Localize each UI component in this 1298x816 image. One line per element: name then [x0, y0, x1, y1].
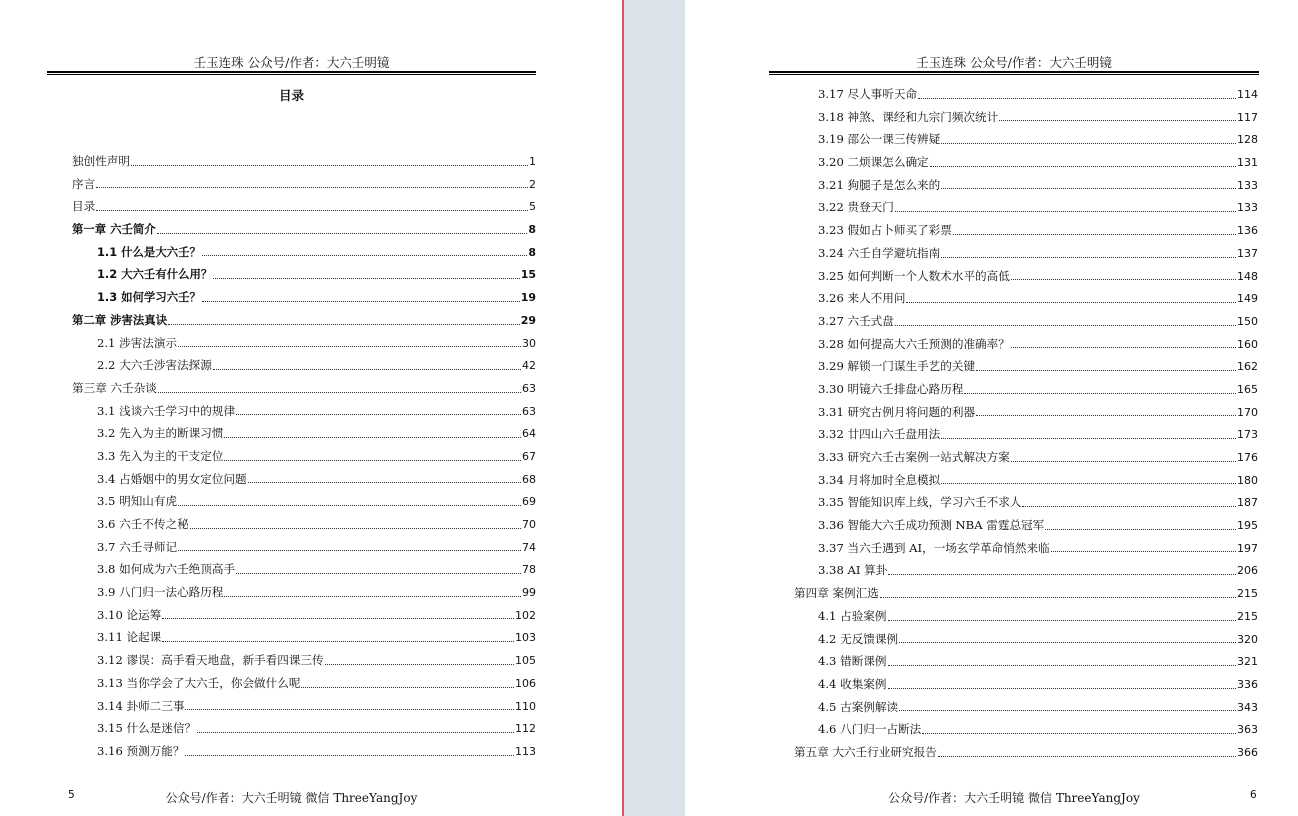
- toc-leader-dots: [236, 572, 521, 574]
- toc-entry[interactable]: [72, 150, 536, 173]
- toc-leader-dots: [162, 617, 514, 619]
- toc-entry[interactable]: [794, 128, 1258, 151]
- toc-entry-label: 3.18 神煞、课经和九宗门频次统计: [818, 109, 999, 124]
- toc-entry-page: 133: [1237, 201, 1258, 215]
- toc-entry[interactable]: [794, 469, 1258, 492]
- toc-leader-dots: [941, 482, 1236, 484]
- toc-entry-page: 102: [515, 608, 536, 622]
- toc-entry-page: 137: [1237, 246, 1258, 260]
- toc-leader-dots: [880, 596, 1236, 598]
- toc-entry[interactable]: [72, 377, 536, 400]
- toc-entry[interactable]: [794, 265, 1258, 288]
- toc-entry[interactable]: [794, 174, 1258, 197]
- toc-entry-page: 320: [1237, 632, 1258, 646]
- toc-leader-dots: [178, 504, 521, 506]
- toc-entry-page: 336: [1237, 677, 1258, 691]
- toc-entry[interactable]: [72, 468, 536, 491]
- toc-entry-page: 117: [1237, 110, 1258, 124]
- toc-leader-dots: [941, 437, 1236, 439]
- toc-entry-label: 3.25 如何判断一个人数术水平的高低: [818, 268, 1010, 283]
- toc-entry[interactable]: [72, 445, 536, 468]
- toc-entry-page: 19: [520, 291, 536, 305]
- toc-entry-label: 3.2 先入为主的断课习惯: [97, 426, 224, 441]
- toc-entry[interactable]: [794, 333, 1258, 356]
- toc-entry-page: 8: [528, 245, 536, 259]
- toc-entry-page: 321: [1237, 655, 1258, 669]
- toc-leader-dots: [941, 256, 1236, 258]
- toc-entry-page: 149: [1237, 292, 1258, 306]
- toc-entry-label: 第一章 六壬简介: [72, 222, 156, 237]
- toc-entry[interactable]: [794, 650, 1258, 673]
- toc-entry[interactable]: [72, 649, 536, 672]
- toc-leader-dots: [976, 414, 1236, 416]
- toc-entry-page: 68: [522, 472, 536, 486]
- toc-leader-dots: [918, 97, 1236, 99]
- toc-leader-dots: [888, 573, 1236, 575]
- toc-leader-dots: [941, 187, 1236, 189]
- toc-leader-dots: [930, 165, 1236, 167]
- toc-entry-page: 195: [1237, 519, 1258, 533]
- toc-entry-label: 3.4 占婚姻中的男女定位问题: [97, 471, 247, 486]
- toc-entry-page: 131: [1237, 156, 1258, 170]
- toc-leader-dots: [976, 369, 1236, 371]
- toc-entry-page: 363: [1237, 723, 1258, 737]
- toc-entry-label: 1.3 如何学习六壬？: [97, 290, 201, 305]
- toc-entry-page: 173: [1237, 428, 1258, 442]
- toc-entry-page: 8: [528, 223, 536, 237]
- toc-leader-dots: [922, 732, 1236, 734]
- toc-entry-page: 215: [1237, 609, 1258, 623]
- toc-leader-dots: [168, 323, 520, 325]
- toc-leader-dots: [96, 186, 528, 188]
- toc-entry-label: 3.24 六壬自学避坑指南: [818, 245, 941, 260]
- page-gutter: [622, 0, 685, 816]
- document-page-left: [0, 0, 622, 816]
- toc-entry-page: 70: [522, 518, 536, 531]
- toc-leader-dots: [236, 413, 521, 415]
- toc-leader-dots: [224, 436, 521, 438]
- toc-entry[interactable]: [794, 310, 1258, 333]
- toc-entry-label: 3.20 二烦课怎么确定: [818, 155, 929, 170]
- toc-entry-page: 215: [1237, 587, 1258, 601]
- toc-entry[interactable]: [72, 286, 536, 309]
- toc-entry[interactable]: [794, 287, 1258, 310]
- toc-entry-label: 3.37 当六壬遇到 AI，一场玄学革命悄然来临: [818, 540, 1050, 555]
- toc-leader-dots: [224, 459, 521, 461]
- toc-entry-label: 4.1 占验案例: [818, 608, 887, 623]
- toc-leader-dots: [953, 233, 1236, 235]
- toc-leader-dots: [938, 755, 1236, 757]
- toc-entry-page: 105: [515, 654, 536, 668]
- toc-entry[interactable]: [794, 219, 1258, 242]
- toc-entry-page: 103: [515, 631, 536, 645]
- toc-entry[interactable]: [794, 537, 1258, 560]
- toc-entry-label: 3.3 先入为主的干支定位: [97, 448, 224, 463]
- toc-leader-dots: [185, 754, 514, 756]
- toc-entry-page: 110: [515, 699, 536, 713]
- toc-entry-page: 136: [1237, 224, 1258, 238]
- toc-entry-page: 162: [1237, 360, 1258, 374]
- toc-entry-label: 1.1 什么是大六壬？: [97, 244, 201, 259]
- toc-entry-page: 99: [522, 586, 536, 600]
- header-rule: [47, 71, 536, 75]
- toc-entry-label: 4.4 收集案例: [818, 676, 887, 691]
- toc-entry-page: 1: [529, 155, 536, 168]
- toc-leader-dots: [888, 687, 1237, 689]
- toc-entry-label: 3.13 当你学会了大六壬，你会做什么呢: [97, 675, 301, 690]
- running-footer: 公众号/作者：大六壬明镜 微信 ThreeYangJoy: [888, 791, 1140, 805]
- toc-leader-dots: [964, 392, 1236, 394]
- toc-entry-page: 113: [515, 744, 536, 758]
- toc-entry[interactable]: [794, 378, 1258, 401]
- toc-entry-page: 2: [529, 177, 536, 191]
- toc-entry-label: 1.2 大六壬有什么用？: [97, 267, 213, 282]
- running-footer: 公众号/作者：大六壬明镜 微信 ThreeYangJoy: [165, 791, 418, 805]
- toc-list: [72, 150, 536, 763]
- toc-entry[interactable]: [72, 717, 536, 740]
- toc-entry[interactable]: [72, 490, 536, 513]
- toc-entry-label: 第四章 案例汇选: [794, 586, 879, 601]
- toc-leader-dots: [178, 345, 521, 347]
- toc-leader-dots: [190, 527, 521, 529]
- toc-entry[interactable]: [72, 218, 536, 241]
- toc-entry[interactable]: [72, 309, 536, 332]
- toc-entry-page: 114: [1237, 88, 1258, 101]
- toc-entry[interactable]: [794, 446, 1258, 469]
- toc-entry[interactable]: [794, 582, 1258, 605]
- toc-entry[interactable]: [794, 514, 1258, 537]
- toc-entry-page: 63: [522, 381, 536, 395]
- toc-entry[interactable]: [72, 263, 536, 286]
- toc-entry[interactable]: [794, 196, 1258, 219]
- toc-entry-label: 3.7 六壬寻师记: [97, 539, 178, 554]
- toc-leader-dots: [899, 641, 1236, 643]
- toc-entry-label: 第三章 六壬杂谈: [72, 380, 157, 395]
- toc-entry-label: 3.17 尽人事听天命: [818, 87, 918, 101]
- toc-entry-label: 独创性声明: [72, 154, 130, 168]
- toc-entry[interactable]: [72, 626, 536, 649]
- toc-entry[interactable]: [72, 241, 536, 264]
- toc-entry[interactable]: [794, 559, 1258, 582]
- toc-leader-dots: [185, 708, 514, 710]
- toc-entry-label: 3.9 八门归一法心路历程: [97, 585, 224, 600]
- toc-entry[interactable]: [794, 242, 1258, 265]
- toc-leader-dots: [213, 368, 521, 370]
- toc-leader-dots: [941, 142, 1236, 144]
- toc-leader-dots: [301, 686, 514, 688]
- toc-entry-page: 176: [1237, 451, 1258, 464]
- toc-leader-dots: [1045, 528, 1236, 530]
- toc-entry-label: 3.36 智能大六壬成功预测 NBA 雷霆总冠军: [818, 518, 1045, 533]
- toc-entry[interactable]: [794, 423, 1258, 446]
- toc-leader-dots: [162, 640, 514, 642]
- toc-entry-label: 3.34 月将加时全息模拟: [818, 472, 941, 487]
- toc-entry-label: 3.31 研究古例月将问题的利器: [818, 404, 976, 419]
- toc-entry-label: 3.33 研究六壬古案例一站式解决方案: [818, 450, 1010, 464]
- toc-leader-dots: [178, 549, 521, 551]
- toc-leader-dots: [895, 210, 1236, 212]
- toc-entry[interactable]: [794, 151, 1258, 174]
- toc-entry-page: 150: [1237, 314, 1258, 328]
- toc-entry-label: 3.8 如何成为六壬绝顶高手: [97, 562, 236, 577]
- toc-entry-label: 3.22 贵登天门: [818, 200, 894, 215]
- toc-leader-dots: [325, 663, 514, 665]
- toc-entry[interactable]: [794, 628, 1258, 651]
- toc-entry-label: 3.29 解锁一门谋生手艺的关键: [818, 359, 976, 374]
- toc-entry-label: 3.15 什么是迷信？: [97, 721, 197, 736]
- toc-entry[interactable]: [72, 513, 536, 536]
- running-header: 壬玉连珠 公众号/作者：大六壬明镜: [916, 55, 1112, 70]
- toc-entry-label: 3.21 狗腿子是怎么来的: [818, 177, 941, 192]
- toc-entry[interactable]: [72, 400, 536, 423]
- toc-leader-dots: [202, 300, 520, 302]
- toc-entry-label: 4.3 错断课例: [818, 654, 887, 669]
- toc-leader-dots: [899, 709, 1236, 711]
- toc-entry-label: 3.26 来人不用问: [818, 291, 906, 306]
- toc-entry-page: 15: [520, 268, 536, 282]
- toc-leader-dots: [888, 664, 1237, 666]
- toc-entry-label: 3.23 假如占卜师买了彩票: [818, 223, 952, 238]
- toc-entry-page: 148: [1237, 269, 1258, 283]
- header-rule: [769, 71, 1259, 75]
- toc-entry-page: 160: [1237, 337, 1258, 351]
- toc-leader-dots: [1011, 278, 1236, 280]
- toc-entry-label: 第五章 大六壬行业研究报告: [794, 744, 937, 759]
- toc-leader-dots: [895, 324, 1236, 326]
- toc-entry-label: 3.19 邵公一课三传辨疑: [818, 132, 941, 147]
- toc-entry-page: 30: [522, 336, 536, 350]
- toc-entry-page: 63: [522, 404, 536, 418]
- toc-entry-label: 3.14 卦师二三事: [97, 698, 185, 713]
- toc-entry-label: 4.2 无反馈课例: [818, 631, 899, 646]
- toc-entry[interactable]: [794, 83, 1258, 106]
- toc-entry-label: 目录: [72, 199, 96, 214]
- toc-list: [794, 83, 1258, 764]
- toc-entry[interactable]: [72, 173, 536, 196]
- toc-entry-label: 3.35 智能知识库上线，学习六壬不求人: [818, 495, 1022, 510]
- toc-leader-dots: [1051, 550, 1236, 552]
- toc-entry[interactable]: [72, 332, 536, 355]
- toc-entry-page: 67: [522, 449, 536, 463]
- toc-entry-label: 3.27 六壬式盘: [818, 313, 894, 328]
- toc-entry-label: 序言: [72, 176, 96, 191]
- toc-entry-label: 3.12 谬误：高手看天地盘，新手看四课三传: [97, 653, 324, 668]
- toc-entry[interactable]: [794, 741, 1258, 764]
- toc-entry-page: 74: [522, 540, 536, 554]
- toc-entry-label: 4.5 古案例解读: [818, 699, 899, 714]
- toc-entry[interactable]: [72, 354, 536, 377]
- toc-leader-dots: [197, 731, 514, 733]
- document-page-right: [685, 0, 1298, 816]
- toc-title: 目录: [278, 88, 304, 103]
- toc-entry-page: 187: [1237, 496, 1258, 510]
- toc-leader-dots: [906, 301, 1236, 303]
- toc-entry[interactable]: [72, 581, 536, 604]
- toc-leader-dots: [213, 277, 519, 279]
- toc-entry[interactable]: [794, 106, 1258, 129]
- toc-entry-page: 165: [1237, 382, 1258, 396]
- page-edge-line: [622, 0, 624, 816]
- toc-entry[interactable]: [72, 672, 536, 695]
- toc-entry-page: 170: [1237, 405, 1258, 419]
- toc-entry[interactable]: [72, 695, 536, 718]
- toc-entry-label: 4.6 八门归一占断法: [818, 722, 922, 737]
- toc-entry[interactable]: [794, 355, 1258, 378]
- toc-entry[interactable]: [794, 718, 1258, 741]
- page-number: 5: [68, 789, 75, 801]
- toc-entry[interactable]: [72, 740, 536, 763]
- toc-leader-dots: [248, 481, 521, 483]
- toc-entry-label: 2.2 大六壬涉害法探源: [97, 358, 212, 373]
- toc-entry-page: 128: [1237, 133, 1258, 147]
- toc-entry-label: 3.30 明镜六壬排盘心路历程: [818, 381, 964, 396]
- toc-entry-page: 42: [522, 359, 536, 373]
- toc-entry-label: 3.16 预测万能？: [97, 743, 185, 758]
- toc-entry[interactable]: [794, 401, 1258, 424]
- toc-entry-page: 180: [1237, 473, 1258, 487]
- toc-entry-label: 第二章 涉害法真诀: [72, 312, 168, 327]
- toc-entry[interactable]: [794, 696, 1258, 719]
- toc-entry[interactable]: [72, 422, 536, 445]
- toc-leader-dots: [158, 391, 521, 393]
- toc-entry-page: 64: [522, 427, 536, 441]
- toc-leader-dots: [1011, 346, 1236, 348]
- toc-entry[interactable]: [72, 195, 536, 218]
- toc-entry-page: 29: [520, 313, 536, 327]
- toc-entry-label: 2.1 涉害法演示: [97, 335, 178, 350]
- toc-leader-dots: [224, 595, 521, 597]
- toc-entry-page: 78: [522, 563, 536, 577]
- page-number: 6: [1250, 789, 1257, 801]
- toc-entry-label: 3.32 廿四山六壬盘用法: [818, 427, 941, 442]
- toc-entry-page: 366: [1237, 745, 1258, 759]
- toc-entry-page: 69: [522, 495, 536, 509]
- toc-entry-label: 3.6 六壬不传之秘: [97, 517, 189, 531]
- toc-leader-dots: [157, 232, 528, 234]
- toc-entry[interactable]: [72, 558, 536, 581]
- toc-entry-page: 206: [1237, 564, 1258, 578]
- running-header: 壬玉连珠 公众号/作者：大六壬明镜: [193, 55, 390, 70]
- toc-entry-page: 343: [1237, 700, 1258, 714]
- toc-entry-page: 5: [529, 200, 536, 214]
- toc-entry-label: 3.10 论运筹: [97, 607, 162, 622]
- toc-entry[interactable]: [72, 604, 536, 627]
- toc-entry[interactable]: [794, 605, 1258, 628]
- toc-entry-label: 3.1 浅谈六壬学习中的规律: [97, 403, 236, 418]
- toc-entry[interactable]: [794, 673, 1258, 696]
- toc-entry-label: 3.5 明知山有虎: [97, 494, 178, 509]
- toc-entry-label: 3.28 如何提高大六壬预测的准确率？: [818, 336, 1010, 351]
- toc-leader-dots: [1011, 460, 1236, 462]
- toc-entry[interactable]: [794, 491, 1258, 514]
- toc-leader-dots: [1022, 505, 1236, 507]
- toc-leader-dots: [131, 164, 528, 166]
- toc-entry-page: 106: [515, 676, 536, 690]
- toc-entry-label: 3.38 AI 算卦: [818, 563, 888, 578]
- toc-entry-page: 197: [1237, 541, 1258, 555]
- toc-leader-dots: [888, 619, 1237, 621]
- toc-entry-page: 112: [515, 722, 536, 736]
- toc-entry[interactable]: [72, 536, 536, 559]
- toc-leader-dots: [96, 209, 528, 211]
- toc-leader-dots: [999, 119, 1236, 121]
- toc-leader-dots: [202, 254, 527, 256]
- toc-entry-label: 3.11 论起课: [97, 630, 162, 645]
- toc-entry-page: 133: [1237, 178, 1258, 192]
